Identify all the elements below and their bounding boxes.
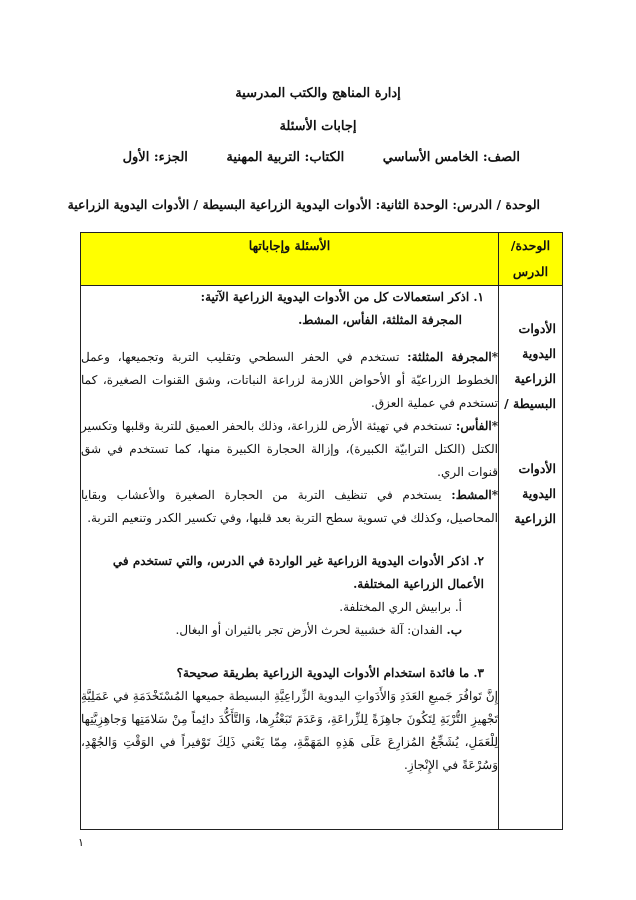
department-heading: إدارة المناهج والكتب المدرسية bbox=[235, 86, 401, 101]
lesson-line: الأدوات bbox=[518, 461, 556, 476]
lesson-line: اليدوية bbox=[522, 486, 556, 501]
question-2-item-a: أ. برابيش الري المختلفة. bbox=[339, 600, 462, 614]
answer-text: تستخدم في الحفر السطحي وتقليب التربة وتجميعها، وعمل الخطوط الزراعيّة أو الأحواض اللازمة لزراعة النباتات، وشق القنوات الصغيرة، كما تستخدم في عملية العزق. bbox=[81, 350, 498, 410]
item-text: الفدان: آلة خشبية لحرث الأرض تجر بالثيران أو البغال. bbox=[175, 623, 447, 637]
answer-1-shovel bbox=[81, 346, 498, 415]
answer-text: تستخدم في تهيئة الأرض للزراعة، وذلك بالحفر العميق للتربة وقلبها وتكسير الكتل (الكتل الترابيّة الكبيرة)، وإزالة الحجارة الكبيرة منها، كما تستخدم في شق قنوات الري. bbox=[81, 419, 498, 479]
question-2: ٢. اذكر الأدوات اليدوية الزراعية غير الواردة في الدرس، والتي تستخدم في الأعمال الزراعية المختلفة. bbox=[112, 554, 484, 591]
answer-label: *الفأس: bbox=[455, 419, 498, 433]
unit-line: الأدوات bbox=[518, 321, 556, 336]
page-number: ١ bbox=[78, 836, 84, 849]
item-label: ب. bbox=[446, 623, 462, 637]
unit-column-header: الوحدة/الدرس bbox=[499, 233, 563, 286]
qa-table bbox=[80, 232, 563, 830]
answer-text: يستخدم في تنظيف التربة من الحجارة الصغيرة والأعشاب وبقايا المحاصيل، وكذلك في تسوية سطح التربة بعد قلبها، وفي تكسير الكدر وتنعيم التربة. bbox=[81, 488, 498, 525]
part-label: الجزء: الأول bbox=[122, 150, 188, 165]
qa-column-header: الأسئلة وإجاباتها bbox=[81, 233, 499, 286]
question-1: ١. اذكر استعمالات كل من الأدوات اليدوية الزراعية الآتية: bbox=[200, 290, 484, 304]
answer-1-rake bbox=[81, 484, 498, 530]
unit-line: البسيطة / bbox=[504, 396, 556, 411]
answer-3: إِنَّ تَوافُرَ جَميعِ العَدَدِ وَالأَدَواتِ اليدوية الزِّراعِيَّةِ البسيطة جميعها المُسْتَخْدَمَةِ في عَمَلِيَّةِ تَجْهيزِ التُّرْبَةِ لِتَكُونَ جاهِزَةً لِلزِّراعَةِ، وَعَدَمَ تَبَعْثُرِها، وَالتَّأَكُّدَ دائِماً مِنْ سَلامَتِها وَجاهِزِيَّتِها لِلْعَمَلِ، يُشَجِّعُ المُزارِعَ عَلَى هَذِهِ المَهَمَّةِ، مِمّا يَعْني ذَلِكَ تَوْفيراً في الوَقْتِ وَالجُهْدِ، وَسُرْعَةً في الإِنْجازِ. bbox=[81, 689, 498, 772]
unit-line: الزراعية bbox=[514, 371, 556, 386]
lesson-line: الزراعية bbox=[514, 511, 556, 526]
book-label: الكتاب: التربية المهنية bbox=[226, 150, 345, 165]
qa-content-cell bbox=[81, 286, 499, 830]
question-1-tools: المجرفة المثلثة، الفأس، المشط. bbox=[298, 313, 462, 327]
document-title: إجابات الأسئلة bbox=[279, 119, 357, 134]
question-2-item-b bbox=[81, 619, 498, 642]
meta-line bbox=[89, 150, 520, 165]
answer-label: *المشط: bbox=[451, 488, 498, 502]
unit-name-text bbox=[499, 286, 562, 531]
unit-line: اليدوية bbox=[522, 346, 556, 361]
unit-cell bbox=[499, 286, 563, 830]
unit-lesson-line: الوحدة / الدرس: الوحدة الثانية: الأدوات اليدوية الزراعية البسيطة / الأدوات اليدوية الزراعية bbox=[67, 197, 540, 212]
answer-1-axe bbox=[81, 415, 498, 484]
grade-label: الصف: الخامس الأساسي bbox=[382, 150, 520, 165]
question-3: ٣. ما فائدة استخدام الأدوات اليدوية الزراعية بطريقة صحيحة؟ bbox=[176, 666, 484, 680]
answer-label: *المجرفة المثلثة: bbox=[407, 350, 498, 364]
